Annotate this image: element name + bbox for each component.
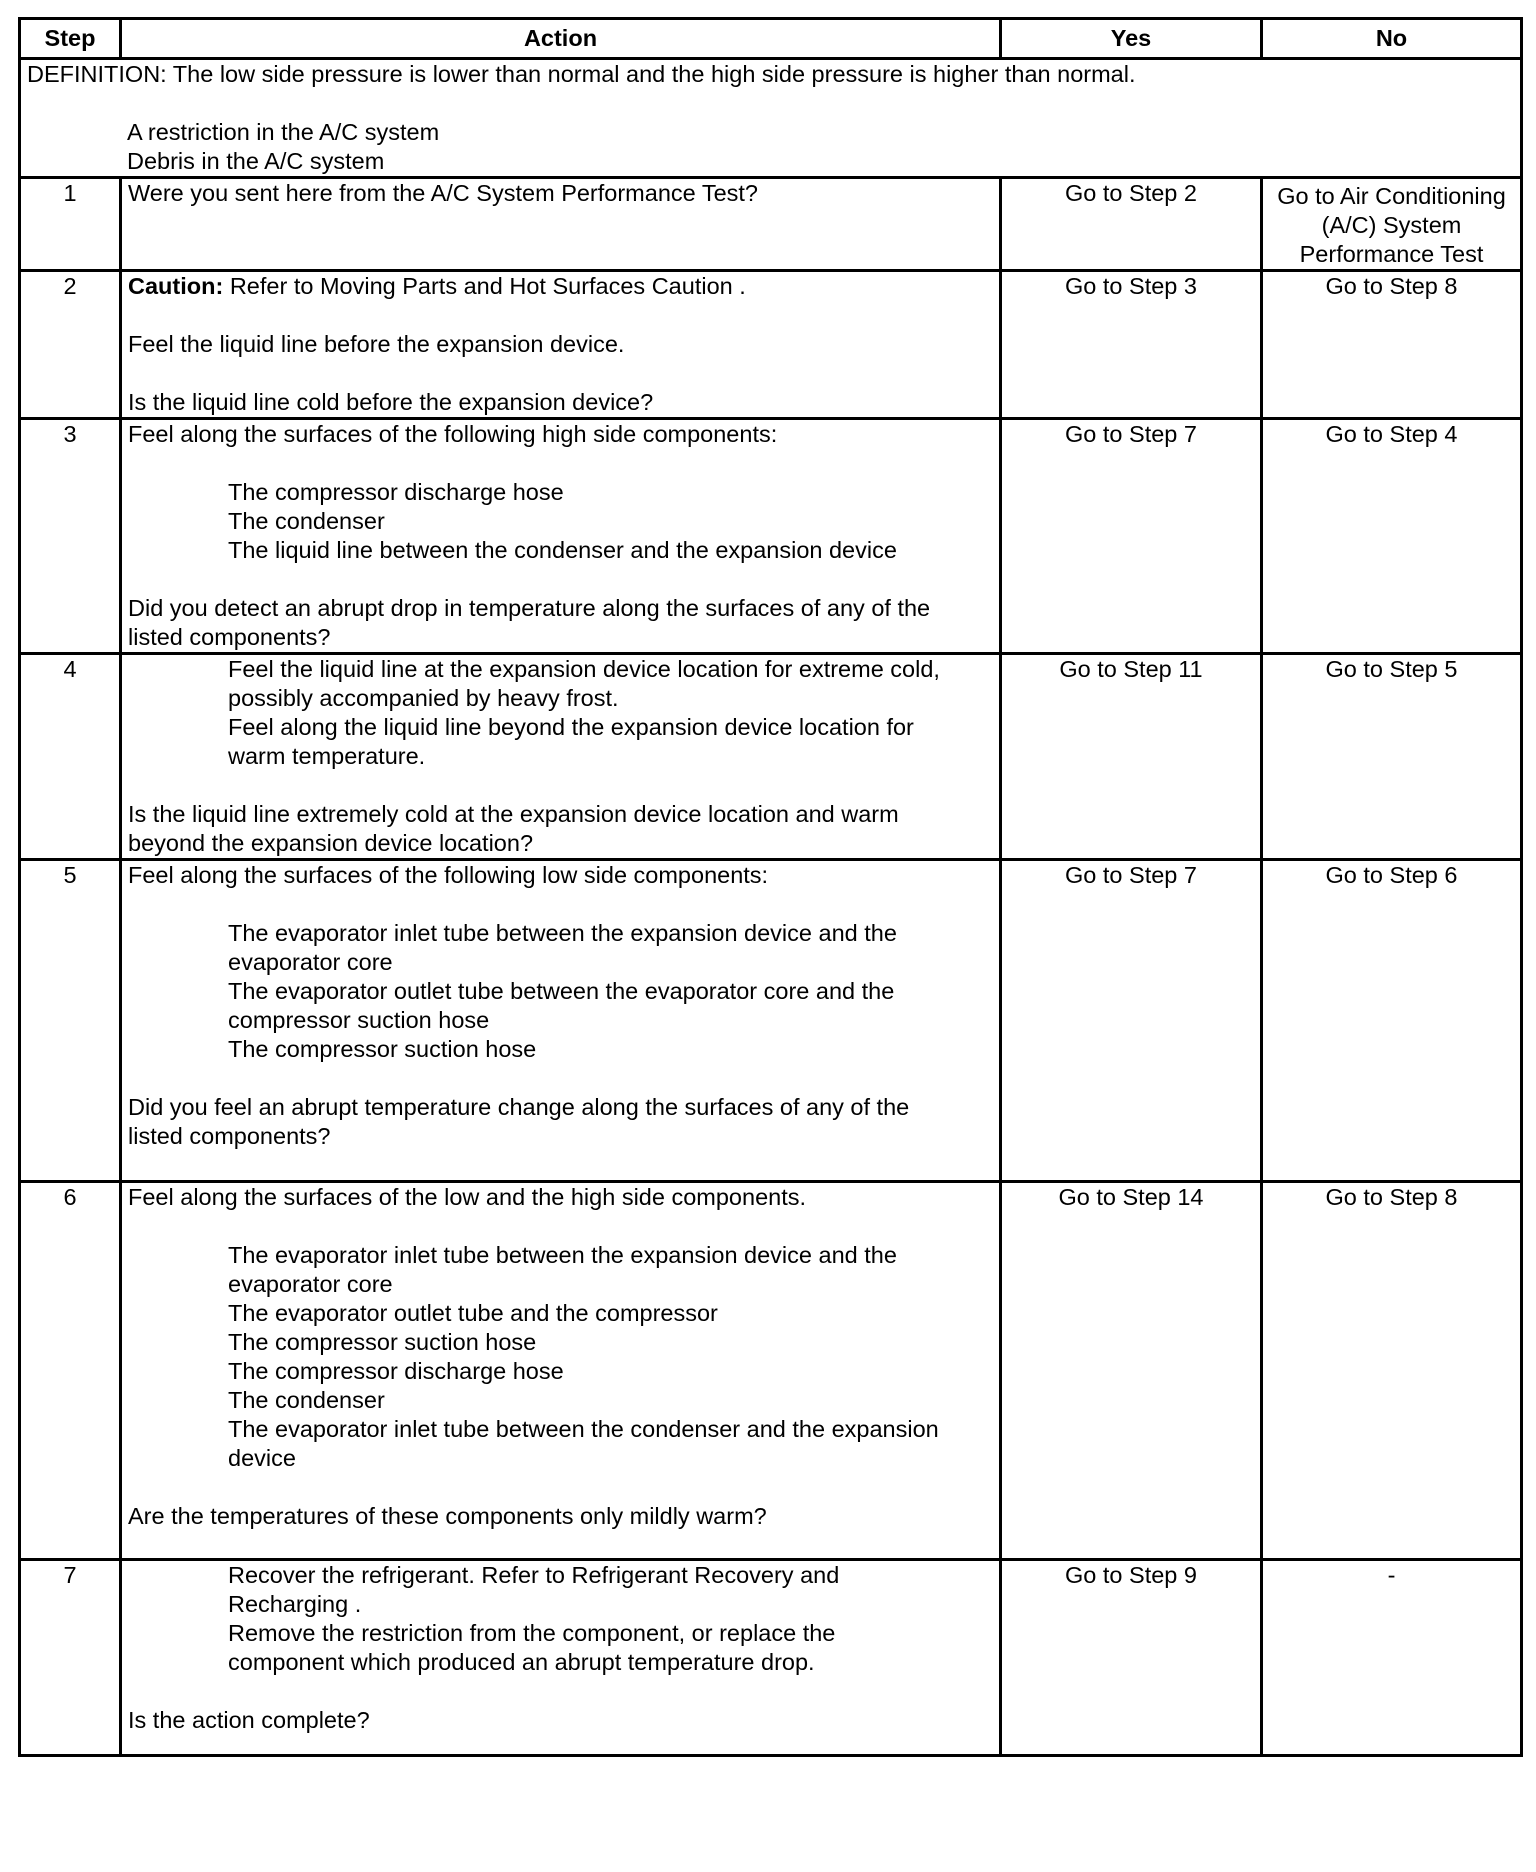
step-number: 5 xyxy=(20,860,121,1182)
question-text: Were you sent here from the A/C System Performance Test? xyxy=(128,180,758,206)
instruction-item: component which produced an abrupt temperature drop. xyxy=(228,1649,815,1675)
component-item: The compressor suction hose xyxy=(228,1329,537,1355)
component-item: evaporator core xyxy=(228,1271,393,1297)
no-link[interactable]: Go to Step 4 xyxy=(1262,419,1522,654)
no-link[interactable]: Go to Step 8 xyxy=(1262,1182,1522,1560)
header-step: Step xyxy=(20,19,121,59)
definition-text: DEFINITION: The low side pressure is lower than normal and the high side pressure is higher than normal. xyxy=(27,61,1136,87)
yes-link[interactable]: Go to Step 7 xyxy=(1001,860,1262,1182)
action-cell xyxy=(121,654,1001,860)
action-cell xyxy=(121,1560,1001,1756)
step-row-6 xyxy=(20,1182,1522,1560)
step-number: 4 xyxy=(20,654,121,860)
no-link-line: Go to Air Conditioning xyxy=(1277,183,1506,209)
component-item: The liquid line between the condenser and the expansion device xyxy=(228,537,897,563)
header-row xyxy=(20,19,1522,59)
intro-text: Feel along the surfaces of the following high side components: xyxy=(128,421,778,447)
no-link[interactable]: Go to Step 6 xyxy=(1262,860,1522,1182)
intro-text: Feel along the surfaces of the following low side components: xyxy=(128,862,769,888)
yes-link[interactable]: Go to Step 9 xyxy=(1001,1560,1262,1756)
instruction-item: Recharging . xyxy=(228,1591,362,1617)
intro-text: Feel along the surfaces of the low and the high side components. xyxy=(128,1184,807,1210)
yes-link[interactable]: Go to Step 14 xyxy=(1001,1182,1262,1560)
step-row-7 xyxy=(20,1560,1522,1756)
question-text: beyond the expansion device location? xyxy=(128,830,534,856)
instruction-text: Feel the liquid line before the expansion device. xyxy=(128,331,625,357)
component-item: The evaporator inlet tube between the condenser and the expansion xyxy=(228,1416,939,1442)
step-number: 2 xyxy=(20,271,121,419)
caution-text[interactable]: Refer to Moving Parts and Hot Surfaces Caution . xyxy=(223,273,746,299)
yes-link[interactable]: Go to Step 2 xyxy=(1001,178,1262,271)
step-number: 1 xyxy=(20,178,121,271)
definition-cell xyxy=(20,59,1522,178)
component-item: The condenser xyxy=(228,1387,385,1413)
definition-row xyxy=(20,59,1522,178)
yes-link[interactable]: Go to Step 7 xyxy=(1001,419,1262,654)
question-text: Did you feel an abrupt temperature change along the surfaces of any of the xyxy=(128,1094,910,1120)
action-cell xyxy=(121,419,1001,654)
header-action: Action xyxy=(121,19,1001,59)
no-link[interactable] xyxy=(1262,178,1522,271)
component-item: The evaporator outlet tube between the evaporator core and the xyxy=(228,978,895,1004)
header-yes: Yes xyxy=(1001,19,1262,59)
question-text: Are the temperatures of these components only mildly warm? xyxy=(128,1503,767,1529)
component-item: The evaporator outlet tube and the compressor xyxy=(228,1300,718,1326)
question-text: listed components? xyxy=(128,624,331,650)
no-link-line: Performance Test xyxy=(1299,241,1484,267)
component-item: compressor suction hose xyxy=(228,1007,490,1033)
step-row-2 xyxy=(20,271,1522,419)
caution-label: Caution: xyxy=(128,273,224,299)
step-row-3 xyxy=(20,419,1522,654)
yes-link[interactable]: Go to Step 11 xyxy=(1001,654,1262,860)
component-item: The condenser xyxy=(228,508,385,534)
cause-item: Debris in the A/C system xyxy=(127,148,385,174)
instruction-item: Feel along the liquid line beyond the expansion device location for xyxy=(228,714,914,740)
step-row-1 xyxy=(20,178,1522,271)
question-text: Is the action complete? xyxy=(128,1707,370,1733)
question-text: Is the liquid line extremely cold at the expansion device location and warm xyxy=(128,801,899,827)
component-item: The evaporator inlet tube between the expansion device and the xyxy=(228,1242,897,1268)
no-link[interactable]: Go to Step 5 xyxy=(1262,654,1522,860)
no-link-line: (A/C) System xyxy=(1321,212,1462,238)
diagnostic-table xyxy=(18,17,1523,1757)
no-value: - xyxy=(1262,1560,1522,1756)
component-item: The evaporator inlet tube between the expansion device and the xyxy=(228,920,897,946)
action-cell xyxy=(121,271,1001,419)
question-text: listed components? xyxy=(128,1123,331,1149)
cause-item: A restriction in the A/C system xyxy=(127,119,440,145)
caution-line xyxy=(128,272,993,301)
no-link[interactable]: Go to Step 8 xyxy=(1262,271,1522,419)
component-item: evaporator core xyxy=(228,949,393,975)
component-item: device xyxy=(228,1445,296,1471)
action-cell xyxy=(121,178,1001,271)
instruction-item: Recover the refrigerant. Refer to Refrigerant Recovery and xyxy=(228,1562,840,1588)
step-number: 7 xyxy=(20,1560,121,1756)
component-item: The compressor suction hose xyxy=(228,1036,537,1062)
component-item: The compressor discharge hose xyxy=(228,1358,564,1384)
question-text: Did you detect an abrupt drop in temperature along the surfaces of any of the xyxy=(128,595,931,621)
instruction-item: Feel the liquid line at the expansion device location for extreme cold, xyxy=(228,656,940,682)
instruction-item: warm temperature. xyxy=(228,743,426,769)
step-row-5 xyxy=(20,860,1522,1182)
step-number: 3 xyxy=(20,419,121,654)
instruction-item: possibly accompanied by heavy frost. xyxy=(228,685,619,711)
header-no: No xyxy=(1262,19,1522,59)
action-cell xyxy=(121,1182,1001,1560)
component-item: The compressor discharge hose xyxy=(228,479,564,505)
instruction-item: Remove the restriction from the component, or replace the xyxy=(228,1620,836,1646)
step-number: 6 xyxy=(20,1182,121,1560)
step-row-4 xyxy=(20,654,1522,860)
question-text: Is the liquid line cold before the expansion device? xyxy=(128,389,654,415)
yes-link[interactable]: Go to Step 3 xyxy=(1001,271,1262,419)
action-cell xyxy=(121,860,1001,1182)
